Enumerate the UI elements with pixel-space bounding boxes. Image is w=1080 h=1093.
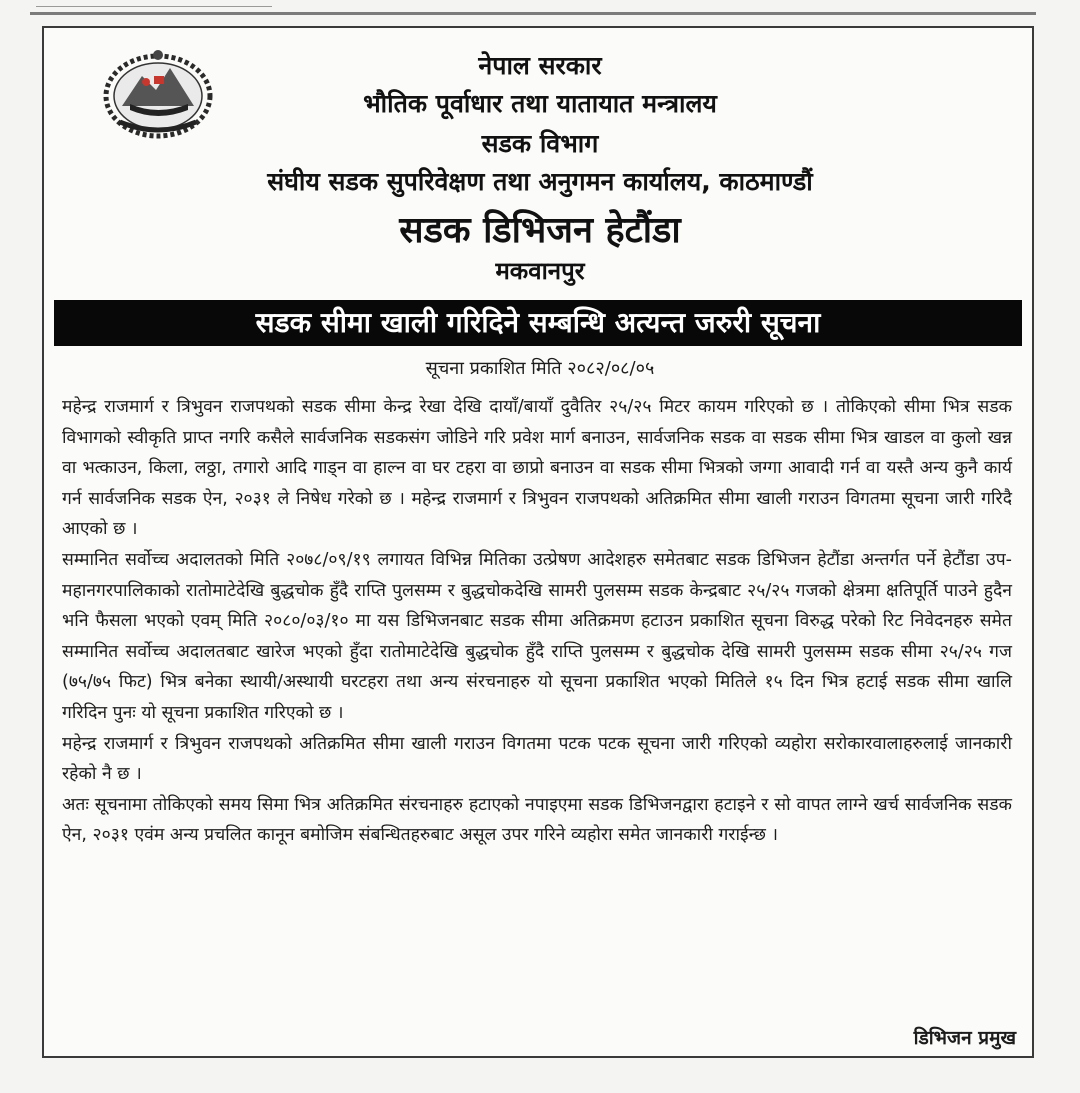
header-division: सडक डिभिजन हेटौंडा	[399, 210, 681, 251]
notice-paragraph-3: महेन्द्र राजमार्ग र त्रिभुवन राजपथको अतिक्रमित सीमा खाली गराउन विगतमा पटक पटक सूचना जारी गरिएको व्यहोरा सरोकारवालाहरुलाई जानकारी रहेको नै छ ।	[62, 733, 1012, 785]
notice-paragraph-2: सम्मानित सर्वोच्च अदालतको मिति २०७८/०९/१९ लगायत विभिन्न मितिका उत्प्रेषण आदेशहरु समेतबाट सडक डिभिजन हेटौंडा अन्तर्गत पर्ने हेटौंडा उप-महानगरपालिकाको रातोमाटेदेखि बुद्धचोक हुँदै राप्ति पुलसम्म र बुद्धचोकदेखि सामरी पुलसम्म सडक केन्द्रबाट २५/२५ गजको क्षेत्रमा क्षतिपूर्ति पाउने हुदैन भनि फैसला भएको एवम् मिति २०८०/०३/१० मा यस डिभिजनबाट सडक सीमा अतिक्रमण हटाउन प्रकाशित सूचना विरुद्ध परेको रिट निवेदनहरु समेत सम्मानित सर्वोच्च अदालतबाट खारेज भएको हुँदा रातोमाटेदेखि बुद्धचोक हुँदै राप्ति पुलसम्म र बुद्धचोक देखि सामरी पुलसम्म सडक सीमा २५/२५ गज (७५/७५ फिट) भित्र बनेका स्थायी/अस्थायी घरटहरा तथा अन्य संरचनाहरु यो सूचना प्रकाशित भएको मितिले १५ दिन भित्र हटाई सडक सीमा खालि गरिदिन पुनः यो सूचना प्रकाशित गरिएको छ ।	[62, 549, 1012, 723]
header-government: नेपाल सरकार	[478, 51, 602, 80]
header-office: संघीय सडक सुपरिवेक्षण तथा अनुगमन कार्यालय, काठमाण्डौं	[267, 167, 813, 196]
top-rule-short	[36, 6, 272, 7]
header-department: सडक विभाग	[481, 129, 599, 158]
header-district: मकवानपुर	[495, 257, 585, 285]
notice-body	[62, 392, 1012, 851]
header-ministry: भौतिक पूर्वाधार तथा यातायात मन्त्रालय	[363, 89, 717, 118]
published-date: सूचना प्रकाशित मिति २०८२/०८/०५	[425, 358, 655, 379]
signature-division-chief: डिभिजन प्रमुख	[913, 1027, 1016, 1049]
notice-paragraph-1: महेन्द्र राजमार्ग र त्रिभुवन राजपथको सडक सीमा केन्द्र रेखा देखि दायाँ/बायाँ दुवैतिर २५/२५ मिटर कायम गरिएको छ । तोकिएको सीमा भित्र सडक विभागको स्वीकृति प्राप्त नगरि कसैले सार्वजनिक सडकसंग जोडिने गरि प्रवेश मार्ग बनाउन, सार्वजनिक सडक वा सडक सीमा भित्र खाडल वा कुलो खन्न वा भत्काउन, किला, लठ्ठा, तगारो आदि गाड्न वा हाल्न वा घर टहरा वा छाप्रो बनाउन वा सडक सीमा भित्रको जग्गा आवादी गर्न वा यस्तै अन्य कुनै कार्य गर्न सार्वजनिक सडक ऐन, २०३१ ले निषेध गरेको छ । महेन्द्र राजमार्ग र त्रिभुवन राजपथको अतिक्रमित सीमा खाली गराउन विगतमा सूचना जारी गरिदै आएको छ ।	[62, 397, 1012, 540]
notice-paragraph-4: अतः सूचनामा तोकिएको समय सिमा भित्र अतिक्रमित संरचनाहरु हटाएको नपाइएमा सडक डिभिजनद्वारा हटाइने र सो वापत लाग्ने खर्च सार्वजनिक सडक ऐन, २०३१ एवंम अन्य प्रचलित कानून बमोजिम संबन्धितहरुबाट असूल उपर गरिने व्यहोरा समेत जानकारी गराईन्छ ।	[62, 794, 1012, 846]
top-rule	[30, 12, 1036, 15]
notice-title-banner: सडक सीमा खाली गरिदिने सम्बन्धि अत्यन्त जरुरी सूचना	[54, 300, 1022, 346]
